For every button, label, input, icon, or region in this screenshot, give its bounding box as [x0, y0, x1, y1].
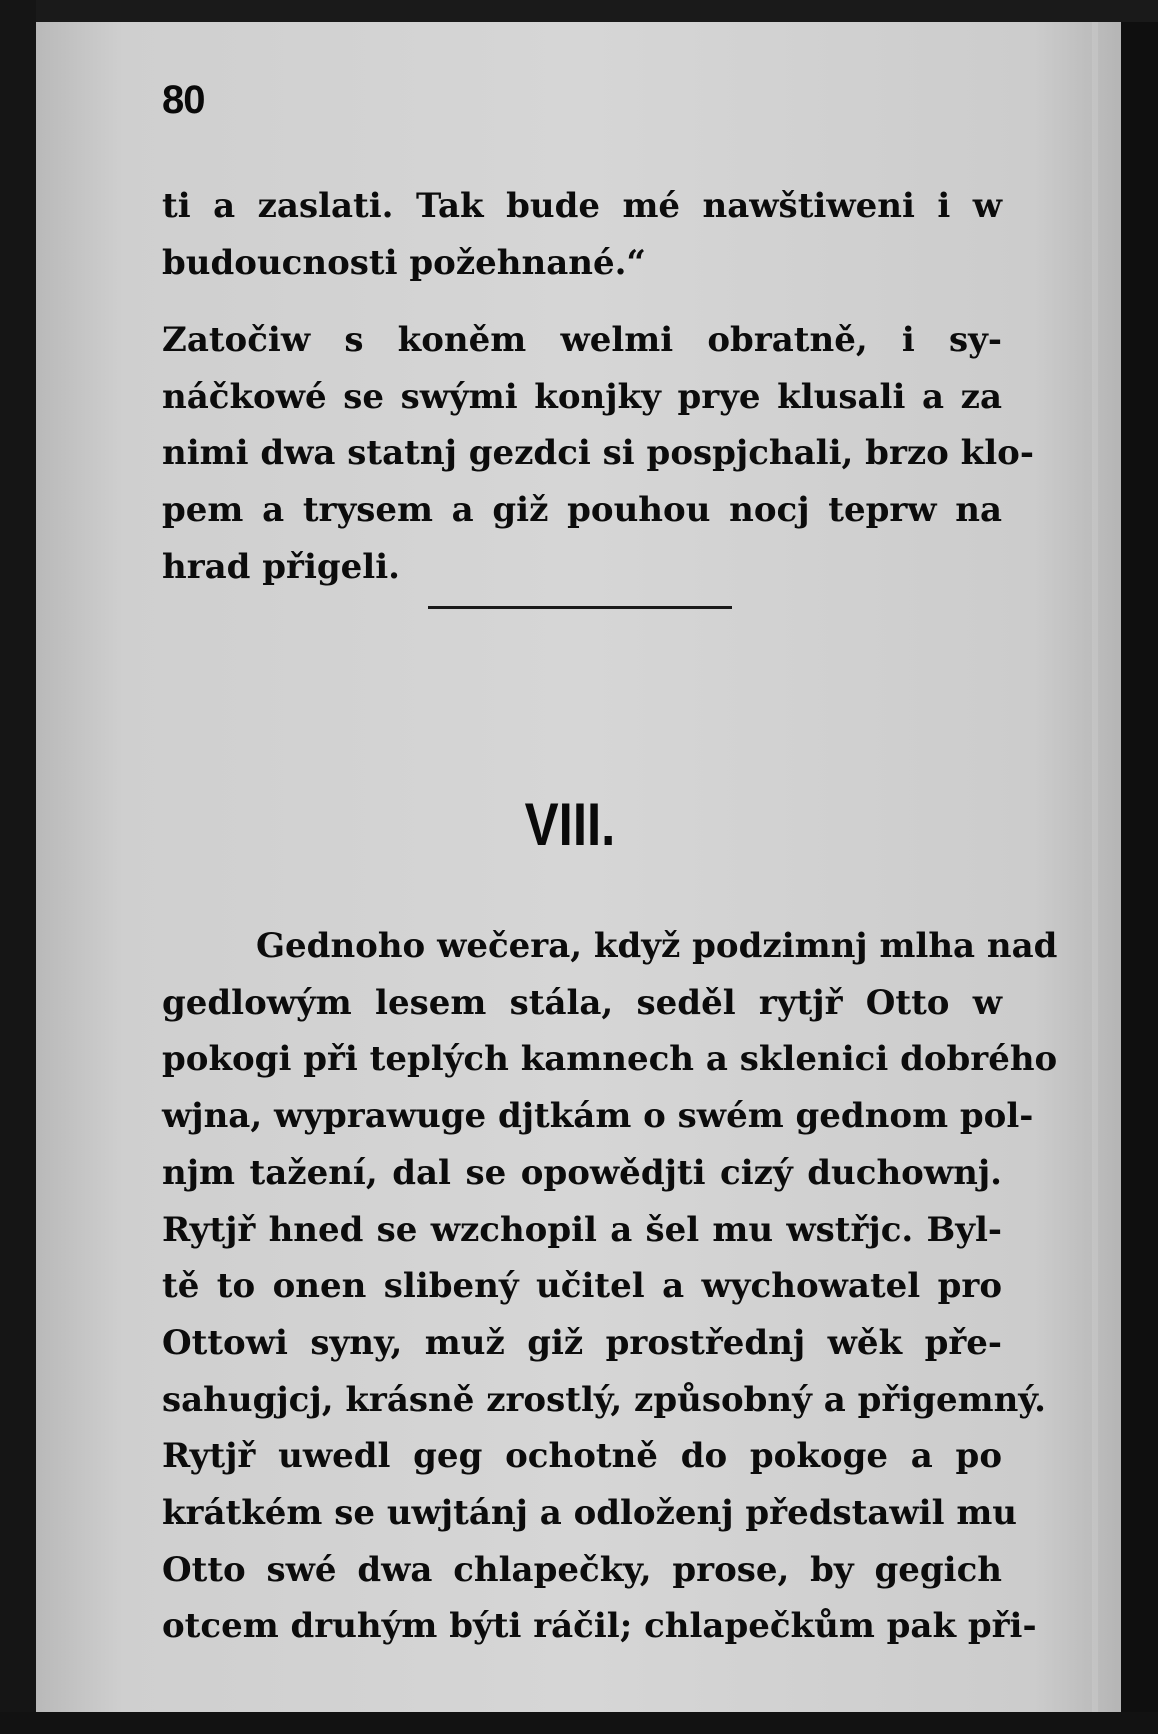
section-separator — [428, 606, 732, 609]
text-line: wjna, wyprawuge djtkám o swém gednom pol- — [162, 1096, 1034, 1137]
text-line: pokogi při teplých kamnech a sklenici dobrého — [162, 1039, 1058, 1080]
chapter-heading: VIII. — [524, 791, 616, 858]
text-line: náčkowé se swými konjky prye klusali a za — [162, 376, 1002, 417]
text-line: hrad přigeli. — [162, 546, 400, 587]
scan-border-right — [1121, 22, 1158, 1712]
scan-border-left — [0, 0, 36, 1734]
paragraph-2 — [162, 312, 1034, 596]
page-edge — [1092, 22, 1098, 1712]
text-line: otcem druhým býti ráčil; chlapečkům pak při- — [162, 1606, 1037, 1647]
page-number: 80 — [162, 78, 205, 122]
text-line: Zatočiw s koněm welmi obratně, i sy- — [162, 320, 1002, 360]
text-line: tě to onen slibený učitel a wychowatel pro — [162, 1266, 1002, 1307]
text-line: Otto swé dwa chlapečky, prose, by gegich — [162, 1549, 1002, 1590]
text-line: pem a trysem a giž pouhou nocj teprw na — [162, 490, 1002, 531]
text-line: krátkém se uwjtánj a odloženj předstawil mu — [162, 1493, 1018, 1534]
scan-border-bottom — [0, 1712, 1158, 1734]
text-line: Gednoho wečera, když podzimnj mlha nad — [256, 926, 1058, 966]
text-line: ti a zaslati. Tak bude mé nawštiweni i w — [162, 186, 1002, 226]
text-line: sahugjcj, krásně zrostlý, způsobný a přigemný. — [162, 1379, 1046, 1420]
text-line: Ottowi syny, muž giž prostřednj wěk pře- — [162, 1322, 1002, 1363]
text-line: nimi dwa statnj gezdci si pospjchali, brzo klo- — [162, 433, 1034, 474]
paragraph-3 — [162, 918, 1058, 1655]
text-line: Rytjř uwedl geg ochotně do pokoge a po — [162, 1436, 1002, 1477]
scan-border-top — [0, 0, 1158, 22]
text-line: gedlowým lesem stála, seděl rytjř Otto w — [162, 982, 1002, 1023]
text-line: budoucnosti požehnané.“ — [162, 242, 646, 283]
text-line: Rytjř hned se wzchopil a šel mu wstřjc. Byl- — [162, 1209, 1002, 1250]
text-line: njm tažení, dal se opowědjti cizý duchownj. — [162, 1152, 1002, 1193]
paragraph-1 — [162, 178, 1002, 291]
